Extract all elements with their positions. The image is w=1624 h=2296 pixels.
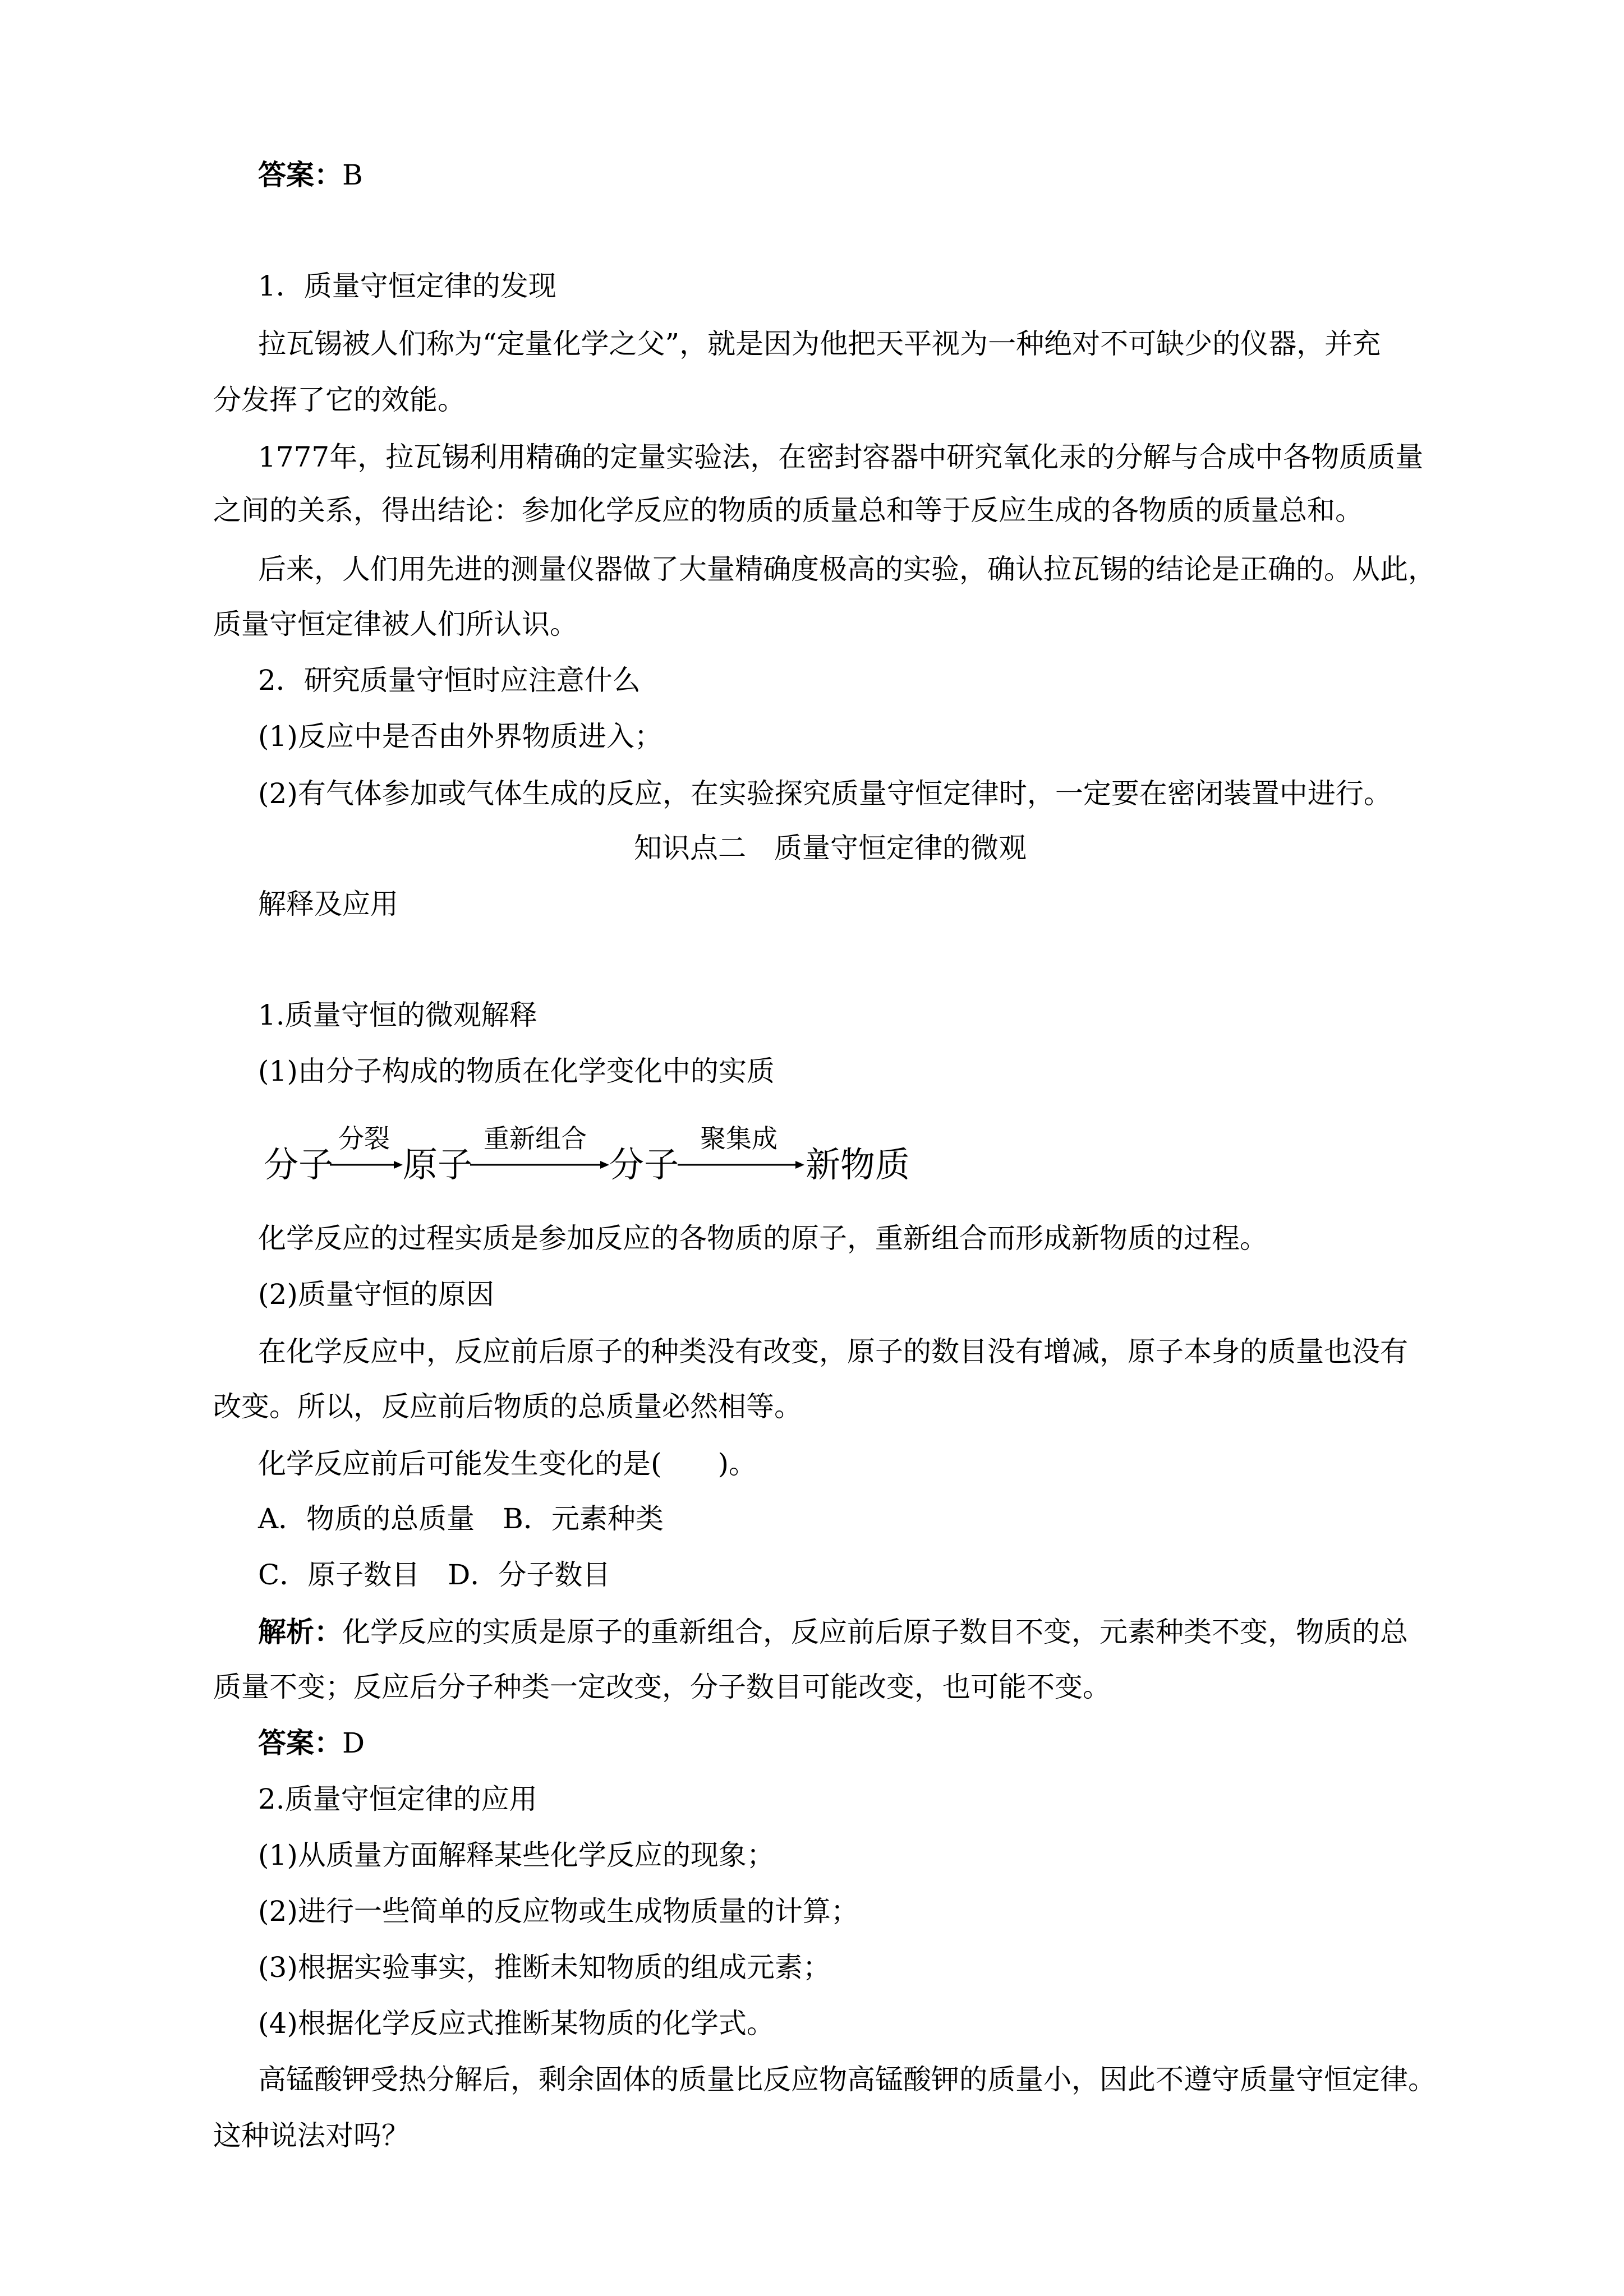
paragraph-line: 高锰酸钾受热分解后，剩余固体的质量比反应物高锰酸钾的质量小，因此不遵守质量守恒定律。 [258,2063,1436,2096]
question-options: C．原子数目 D．分子数目 [258,1559,611,1591]
paragraph-line: 化学反应的过程实质是参加反应的各物质的原子，重新组合而形成新物质的过程。 [258,1222,1268,1255]
arrow-head [795,1161,804,1169]
list-item: (3)根据实验事实，推断未知物质的组成元素； [258,1951,831,1984]
answer-line [258,1726,1447,1760]
paragraph-line: 这种说法对吗？ [213,2119,410,2152]
answer-value: D [342,1727,365,1759]
list-item: (4)根据化学反应式推断某物质的化学式。 [258,2007,775,2040]
paragraph-line: 质量守恒定律被人们所认识。 [213,608,578,640]
list-item: (2)质量守恒的原因 [258,1278,494,1311]
arrow-label: 重新组合 [484,1123,587,1154]
question-options: A．物质的总质量 B．元素种类 [258,1502,664,1535]
knowledge-point-subtitle: 解释及应用 [258,888,398,920]
reaction-term: 分子 [264,1144,334,1185]
reaction-term: 分子 [609,1144,679,1185]
paragraph-line: 质量不变；反应后分子种类一定改变，分子数目可能改变，也可能不变。 [213,1671,1111,1703]
reaction-term: 原子 [403,1144,473,1185]
paragraph-line: 在化学反应中，反应前后原子的种类没有改变，原子的数目没有增减，原子本身的质量也没有 [258,1335,1408,1368]
section-heading: 2.质量守恒定律的应用 [258,1783,537,1815]
answer-label: 答案： [258,1726,342,1759]
analysis-line [258,1615,1447,1649]
list-item: (2)进行一些简单的反应物或生成物质量的计算； [258,1895,859,1928]
paragraph-line: 后来，人们用先进的测量仪器做了大量精确度极高的实验，确认拉瓦锡的结论是正确的。从此， [258,553,1436,585]
reaction-scheme [264,1082,993,1189]
analysis-label: 解析： [258,1615,342,1648]
arrow-head [394,1161,403,1169]
paragraph-line: 拉瓦锡被人们称为“定量化学之父”，就是因为他把天平视为一种绝对不可缺少的仪器，并充 [258,328,1381,360]
knowledge-point-title: 知识点二 质量守恒定律的微观 [634,832,1027,864]
paragraph-line: 1777年，拉瓦锡利用精确的定量实验法，在密封容器中研究氧化汞的分解与合成中各物质质量 [258,441,1424,473]
section-heading: 1.质量守恒的微观解释 [258,999,537,1031]
arrow-head [600,1161,609,1169]
analysis-text: 化学反应的实质是原子的重新组合，反应前后原子数目不变，元素种类不变，物质的总 [342,1616,1408,1648]
paragraph-line: 改变。所以，反应前后物质的总质量必然相等。 [213,1390,802,1423]
section-heading: 1．质量守恒定律的发现 [258,270,556,302]
answer-line [258,158,1447,192]
section-heading: 2．研究质量守恒时应注意什么 [258,664,641,697]
list-item: (2)有气体参加或气体生成的反应，在实验探究质量守恒定律时，一定要在密闭装置中进行。 [258,777,1392,810]
list-item: (1)由分子构成的物质在化学变化中的实质 [258,1055,775,1087]
arrow-label: 分裂 [338,1123,390,1154]
answer-label: 答案： [258,158,342,191]
list-item: (1)反应中是否由外界物质进入； [258,720,663,753]
arrow-label: 聚集成 [700,1123,778,1154]
answer-value: B [342,159,363,191]
paragraph-line: 之间的关系，得出结论：参加化学反应的物质的质量总和等于反应生成的各物质的质量总和。 [213,494,1363,527]
question-stem: 化学反应前后可能发生变化的是( )。 [258,1447,757,1480]
list-item: (1)从质量方面解释某些化学反应的现象； [258,1839,775,1871]
reaction-term: 新物质 [806,1144,910,1185]
paragraph-line: 分发挥了它的效能。 [213,384,466,416]
